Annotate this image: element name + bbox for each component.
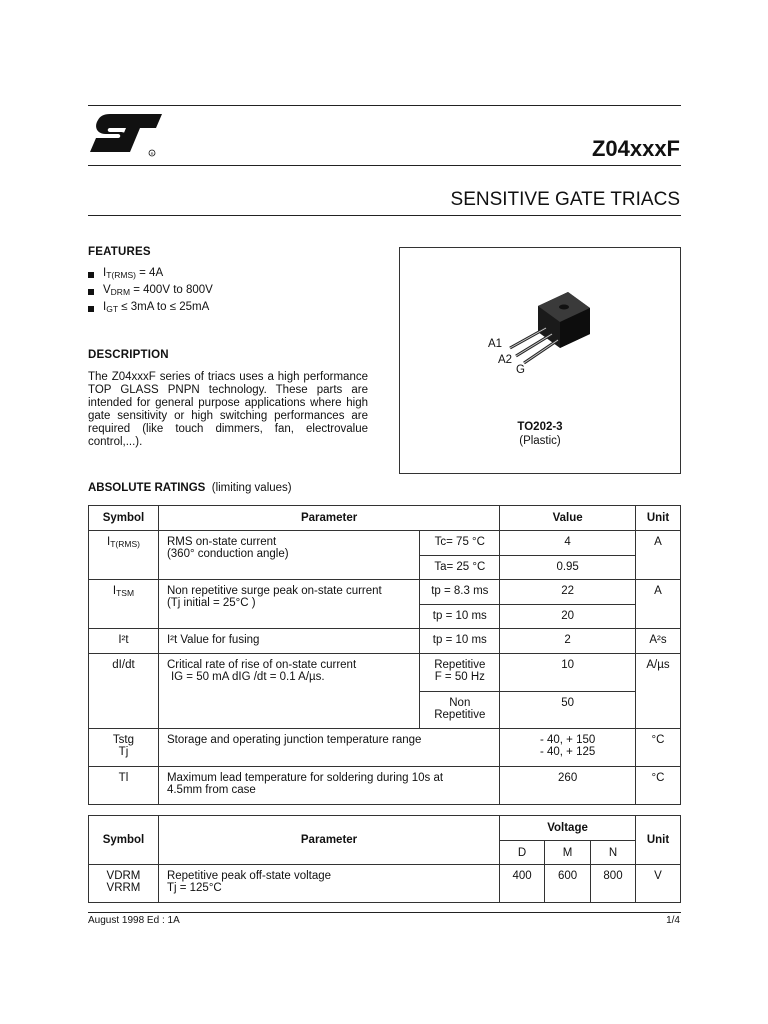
features-heading: FEATURES — [88, 246, 151, 258]
param-tl: Maximum lead temperature for soldering during 10s at 4.5mm from case — [158, 767, 499, 805]
value-itrms-1: 4 — [500, 531, 636, 556]
symbol-itsm: $I_{TSM}$ — [89, 580, 159, 629]
svg-text:R: R — [150, 151, 154, 156]
feature-item: $I_{T(RMS)} = 4A$ — [88, 265, 213, 282]
param-didt: Critical rate of rise of on-state current IG = 50 mA dIG /dt = 0.1 A/µs. — [158, 654, 419, 729]
param-itsm: Non repetitive surge peak on-state current (Tj initial = 25°C ) — [158, 580, 419, 629]
unit-didt: A/µs — [635, 654, 680, 729]
value-itsm-2: 20 — [500, 605, 636, 629]
unit-i2t: A²s — [635, 629, 680, 654]
vheader-parameter: Parameter — [158, 816, 499, 865]
header-parameter: Parameter — [158, 506, 499, 531]
value-tl: 260 — [500, 767, 636, 805]
footer-rule — [88, 912, 681, 913]
footer-date: August 1998 Ed : 1A — [88, 915, 180, 926]
param-temp: Storage and operating junction temperature range — [158, 729, 499, 767]
footer-page: 1/4 — [666, 915, 680, 926]
symbol-itrms: $I_{T(RMS)}$ — [89, 531, 159, 580]
package-name: TO202-3 — [517, 421, 563, 433]
header-unit: Unit — [635, 506, 680, 531]
pin-label-a2: A2 — [498, 354, 513, 366]
vvalue-m: 600 — [545, 865, 591, 903]
title-rule — [88, 165, 681, 166]
vheader-unit: Unit — [635, 816, 680, 865]
pin-label-g: G — [516, 364, 525, 376]
vheader-voltage: Voltage — [500, 816, 636, 841]
ratings-heading: ABSOLUTE RATINGS (limiting values) — [88, 482, 292, 494]
part-number: Z04xxxF — [591, 136, 680, 161]
top-rule — [88, 105, 681, 106]
symbol-tl: Tl — [89, 767, 159, 805]
package-box — [399, 247, 681, 474]
value-itsm-1: 22 — [500, 580, 636, 605]
description-heading: DESCRIPTION — [88, 349, 169, 361]
header-value: Value — [500, 506, 636, 531]
vheader-symbol: Symbol — [89, 816, 159, 865]
st-logo — [88, 112, 166, 160]
cond-itsm-1: tp = 8.3 ms — [420, 580, 500, 605]
value-temp: - 40, + 150 - 40, + 125 — [500, 729, 636, 767]
page-subtitle: SENSITIVE GATE TRIACS — [450, 189, 680, 210]
vvalue-n: 800 — [591, 865, 636, 903]
vvalue-d: 400 — [500, 865, 545, 903]
param-i2t: I²t Value for fusing — [158, 629, 419, 654]
cond-didt-2: Non Repetitive — [420, 692, 500, 729]
unit-itsm: A — [635, 580, 680, 629]
vsymbol: VDRM VRRM — [89, 865, 159, 903]
value-i2t: 2 — [500, 629, 636, 654]
cond-itrms-2: Ta= 25 °C — [420, 556, 500, 580]
symbol-temp: Tstg Tj — [89, 729, 159, 767]
vunit: V — [635, 865, 680, 903]
value-didt-1: 10 — [500, 654, 636, 692]
value-didt-2: 50 — [500, 692, 636, 729]
description-text: The Z04xxxF series of triacs uses a high performance TOP GLASS PNPN technology. These parts are intended for general purpose applications where high gate sensitivity or high switching performances are required (like touch dimmers, fan, electrovalue control,...). — [88, 371, 368, 448]
vheader-m: M — [545, 841, 591, 865]
cond-itrms-1: Tc= 75 °C — [420, 531, 500, 556]
unit-tl: °C — [635, 767, 680, 805]
package-type: (Plastic) — [519, 435, 561, 447]
value-itrms-2: 0.95 — [500, 556, 636, 580]
cond-i2t: tp = 10 ms — [420, 629, 500, 654]
param-itrms: RMS on-state current (360° conduction angle) — [158, 531, 419, 580]
vparam: Repetitive peak off-state voltage Tj = 125°C — [158, 865, 499, 903]
cond-didt-1: Repetitive F = 50 Hz — [420, 654, 500, 692]
cond-itsm-2: tp = 10 ms — [420, 605, 500, 629]
unit-temp: °C — [635, 729, 680, 767]
ratings-table — [88, 505, 681, 805]
header-symbol: Symbol — [89, 506, 159, 531]
symbol-didt: dI/dt — [89, 654, 159, 729]
vheader-d: D — [500, 841, 545, 865]
vheader-n: N — [591, 841, 636, 865]
unit-itrms: A — [635, 531, 680, 580]
features-list — [88, 265, 213, 316]
feature-item: $I_{GT} \le 3mA$ to ≤ 25mA — [88, 299, 213, 316]
feature-item: $V_{DRM} = 400V$ to 800V — [88, 282, 213, 299]
voltage-table — [88, 815, 681, 903]
subtitle-rule — [88, 215, 681, 216]
symbol-i2t: I²t — [89, 629, 159, 654]
pin-label-a1: A1 — [488, 338, 503, 350]
